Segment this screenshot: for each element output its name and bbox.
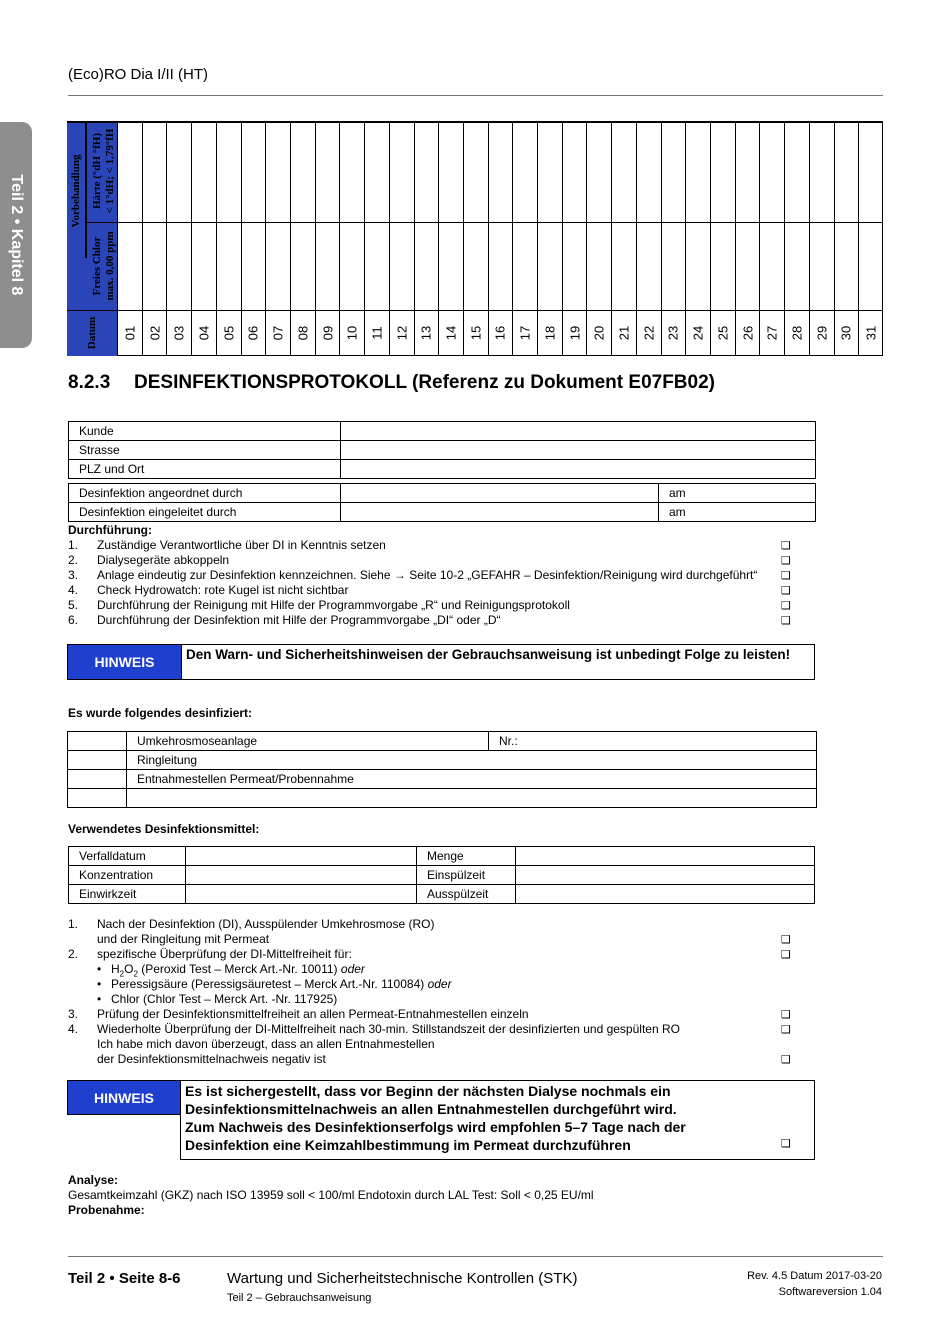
customer-table bbox=[68, 421, 816, 479]
day-number: 28 bbox=[789, 325, 805, 341]
disinfected-heading: Es wurde folgendes desinfiziert: bbox=[68, 706, 253, 720]
item-checkbox-cell[interactable] bbox=[68, 770, 127, 789]
day-number: 10 bbox=[344, 325, 360, 341]
day-column[interactable] bbox=[191, 123, 216, 356]
procedure-step-6-checkbox[interactable]: ❑ bbox=[781, 614, 791, 627]
day-column[interactable] bbox=[463, 123, 488, 356]
grid-hardness-label: Härte (°dH °fH) < 1°dH; < 1,79°fH bbox=[91, 128, 116, 214]
day-number: 23 bbox=[665, 325, 681, 341]
day-number: 06 bbox=[245, 325, 261, 341]
procedure-step-2-checkbox[interactable]: ❑ bbox=[781, 554, 791, 567]
ring-line-label: Ringleitung bbox=[127, 751, 817, 770]
grid-group-label: Vorbehandlung bbox=[70, 154, 82, 228]
day-number: 01 bbox=[122, 325, 138, 341]
exposure-time-field[interactable] bbox=[186, 885, 417, 904]
day-number: 25 bbox=[715, 325, 731, 341]
analysis-heading: Analyse: bbox=[68, 1173, 119, 1187]
expiry-field[interactable] bbox=[186, 847, 417, 866]
footer-page-number: Teil 2 • Seite 8-6 bbox=[68, 1270, 181, 1287]
initiated-by-label: Desinfektion eingeleitet durch bbox=[69, 503, 341, 522]
zip-city-field[interactable] bbox=[341, 460, 816, 479]
quantity-field[interactable] bbox=[516, 847, 815, 866]
section-title-text: DESINFEKTIONSPROTOKOLL (Referenz zu Dokument E07FB02) bbox=[134, 372, 715, 393]
day-number: 14 bbox=[443, 325, 459, 341]
day-number: 12 bbox=[394, 325, 410, 341]
footer-revision: Rev. 4.5 Datum 2017-03-20 bbox=[747, 1270, 882, 1282]
post-step-4-checkbox[interactable]: ❑ bbox=[781, 1023, 791, 1036]
day-number: 02 bbox=[147, 325, 163, 341]
procedure-steps: 1. Zuständige Verantwortliche über DI in Kenntnis setzen 2. Dialysegeräte abkoppeln 3. Anlage eindeutig zur Desinfektion kennzeichnen. Siehe → Seite 10-2 „GEFAHR – Desinfektion/Reinigung wird durchgeführt“ 4. Check Hydrowatch: rote Kugel ist nicht sichtbar 5. Durchführung der Reinigung mit Hilfe der Programmvorgabe „R“ und Reinigungsprotokoll 6. Durchführung der Desinfektion mit Hilfe der Programmvorgabe „DI“ oder „D“ bbox=[68, 538, 758, 627]
header-divider bbox=[68, 95, 883, 96]
day-number: 19 bbox=[567, 325, 583, 341]
day-column[interactable] bbox=[241, 123, 266, 356]
day-column[interactable] bbox=[586, 123, 611, 356]
day-column[interactable] bbox=[166, 123, 191, 356]
notice-2-line-2: Desinfektionsmittelnachweis an allen Entnahmestellen durchgeführt wird. bbox=[185, 1101, 677, 1117]
day-column[interactable] bbox=[414, 123, 439, 356]
day-column[interactable] bbox=[661, 123, 686, 356]
day-column[interactable] bbox=[685, 123, 710, 356]
day-number: 22 bbox=[641, 325, 657, 341]
day-column[interactable] bbox=[488, 123, 513, 356]
notice-2-line-4: Desinfektion eine Keimzahlbestimmung im Permeat durchzuführen bbox=[185, 1137, 631, 1153]
grid-group-divider bbox=[85, 123, 87, 258]
exposure-time-label: Einwirkzeit bbox=[69, 885, 186, 904]
procedure-step-4-checkbox[interactable]: ❑ bbox=[781, 584, 791, 597]
expiry-label: Verfalldatum bbox=[69, 847, 186, 866]
street-field[interactable] bbox=[341, 441, 816, 460]
sampling-label: Probenahme: bbox=[68, 1203, 145, 1217]
street-label: Strasse bbox=[69, 441, 341, 460]
day-column[interactable] bbox=[290, 123, 315, 356]
flush-in-field[interactable] bbox=[516, 866, 815, 885]
day-column[interactable] bbox=[438, 123, 463, 356]
day-number: 21 bbox=[616, 325, 632, 341]
initiated-date-label: am bbox=[669, 505, 686, 519]
day-column[interactable] bbox=[710, 123, 735, 356]
day-number: 11 bbox=[369, 326, 385, 340]
day-number: 24 bbox=[690, 325, 706, 341]
post-disinfection-steps: 1. Nach der Desinfektion (DI), Ausspülender Umkehrosmose (RO) und der Ringleitung mit Permeat 2. spezifische Überprüfung der DI-Mittelfreiheit für: • $H_2O_2$ (Peroxid Test – Merck Art.-Nr. 10011) oder • Peressigsäure (Peressigsäuretest – Merck Art.-Nr. 110084) oder • Chlor (Chlor Test – Merck Art. -Nr. 117925) 3. Prüfung der Desinfektionsmittelfreiheit an allen Permeat-Entnahmestellen einzeln 4. Wiederholte Überprüfung der DI-Mittelfreiheit nach 30-min. Stillstandszeit der desinfizierten und gespülten RO Ich habe mich davon überzeugt, dass an allen Entnahmestellen der Desinfektionsmittelnachweis negativ ist bbox=[68, 917, 680, 1066]
post-step-3-checkbox[interactable]: ❑ bbox=[781, 1008, 791, 1021]
concentration-label: Konzentration bbox=[69, 866, 186, 885]
zip-city-label: PLZ und Ort bbox=[69, 460, 341, 479]
day-number: 27 bbox=[764, 325, 780, 341]
day-column[interactable] bbox=[537, 123, 562, 356]
day-number: 05 bbox=[221, 325, 237, 341]
notice-2-line-3: Zum Nachweis des Desinfektionserfolgs wird empfohlen 5–7 Tage nach der bbox=[185, 1119, 686, 1135]
document-header-title: (Eco)RO Dia I/II (HT) bbox=[68, 66, 209, 83]
customer-field[interactable] bbox=[341, 422, 816, 441]
procedure-heading: Durchführung: bbox=[68, 523, 152, 537]
day-column[interactable] bbox=[611, 123, 636, 356]
ordered-by-field[interactable] bbox=[341, 484, 659, 503]
procedure-step-5-checkbox[interactable]: ❑ bbox=[781, 599, 791, 612]
grid-chlorine-label: Freies Chlor max. 0,00 ppm bbox=[91, 231, 116, 301]
procedure-step-1-checkbox[interactable]: ❑ bbox=[781, 539, 791, 552]
day-column[interactable] bbox=[512, 123, 537, 356]
post-step-4-confirm-checkbox[interactable]: ❑ bbox=[781, 1053, 791, 1066]
footer-subtitle: Teil 2 – Gebrauchsanweisung bbox=[227, 1292, 372, 1304]
day-column[interactable] bbox=[265, 123, 290, 356]
day-number: 18 bbox=[542, 325, 558, 341]
day-column[interactable] bbox=[364, 123, 389, 356]
customer-label: Kunde bbox=[69, 422, 341, 441]
item-checkbox-cell[interactable] bbox=[68, 751, 127, 770]
notice-text: Den Warn- und Sicherheitshinweisen der Gebrauchsanweisung ist unbedingt Folge zu leisten! bbox=[181, 645, 814, 679]
initiated-by-field[interactable] bbox=[341, 503, 659, 522]
section-number: 8.2.3 bbox=[68, 372, 111, 393]
ordered-date-label: am bbox=[669, 486, 686, 500]
grid-date-label: Datum bbox=[86, 316, 98, 350]
disinfectant-heading: Verwendetes Desinfektionsmittel: bbox=[68, 822, 260, 836]
notice-text-2 bbox=[180, 1080, 815, 1160]
day-column[interactable] bbox=[562, 123, 587, 356]
footer-software-version: Softwareversion 1.04 bbox=[778, 1286, 882, 1298]
day-column[interactable] bbox=[117, 123, 142, 356]
item-checkbox-cell[interactable] bbox=[68, 789, 127, 808]
day-column[interactable] bbox=[784, 123, 809, 356]
day-number: 17 bbox=[517, 325, 533, 341]
day-column[interactable] bbox=[735, 123, 760, 356]
day-column[interactable] bbox=[858, 123, 883, 356]
disinfected-items-table bbox=[67, 731, 817, 808]
footer-chapter-title: Wartung und Sicherheitstechnische Kontrollen (STK) bbox=[227, 1270, 578, 1287]
day-column[interactable] bbox=[339, 123, 364, 356]
day-column[interactable] bbox=[759, 123, 784, 356]
day-number: 20 bbox=[591, 325, 607, 341]
initiated-date-field[interactable] bbox=[659, 503, 816, 522]
chapter-side-tab bbox=[0, 122, 32, 348]
day-column[interactable] bbox=[834, 123, 859, 356]
ro-system-label: Umkehrosmoseanlage bbox=[127, 732, 489, 751]
day-number: 29 bbox=[814, 325, 830, 341]
grid-header-column bbox=[67, 123, 117, 356]
day-number: 03 bbox=[171, 325, 187, 341]
ro-system-number-label: Nr.: bbox=[499, 734, 518, 748]
day-number: 08 bbox=[295, 325, 311, 341]
ordered-date-field[interactable] bbox=[659, 484, 816, 503]
analysis-text: Gesamtkeimzahl (GKZ) nach ISO 13959 soll < 100/ml Endotoxin durch LAL Test: Soll < 0,25 EU/ml bbox=[68, 1188, 594, 1202]
day-number: 13 bbox=[418, 325, 434, 341]
day-column[interactable] bbox=[389, 123, 414, 356]
notice-2-checkbox[interactable]: ❑ bbox=[781, 1137, 791, 1150]
chapter-side-tab-label: Teil 2 • Kapitel 8 bbox=[8, 174, 25, 296]
ordered-by-label: Desinfektion angeordnet durch bbox=[69, 484, 341, 503]
day-column[interactable] bbox=[809, 123, 834, 356]
disinfection-order-table bbox=[68, 483, 816, 522]
quantity-label: Menge bbox=[417, 847, 516, 866]
notice-box-1 bbox=[67, 644, 815, 680]
item-checkbox-cell[interactable] bbox=[68, 732, 127, 751]
day-number: 09 bbox=[320, 325, 336, 341]
footer-divider bbox=[68, 1256, 883, 1257]
daily-log-grid bbox=[67, 121, 883, 356]
post-step-1-checkbox[interactable]: ❑ bbox=[781, 933, 791, 946]
extra-item-field[interactable] bbox=[127, 789, 817, 808]
notice-badge-2: HINWEIS bbox=[67, 1080, 181, 1115]
day-column[interactable] bbox=[142, 123, 167, 356]
notice-2-line-1: Es ist sichergestellt, dass vor Beginn der nächsten Dialyse nochmals ein bbox=[185, 1083, 671, 1099]
procedure-step-3-checkbox[interactable]: ❑ bbox=[781, 569, 791, 582]
disinfectant-table bbox=[68, 846, 815, 904]
post-step-2-checkbox[interactable]: ❑ bbox=[781, 948, 791, 961]
day-number: 07 bbox=[270, 325, 286, 341]
day-number: 15 bbox=[468, 325, 484, 341]
day-number: 16 bbox=[492, 325, 508, 341]
sampling-points-label: Entnahmestellen Permeat/Probennahme bbox=[127, 770, 817, 789]
day-column[interactable] bbox=[315, 123, 340, 356]
day-number: 30 bbox=[838, 325, 854, 341]
notice-badge: HINWEIS bbox=[68, 645, 181, 679]
flush-out-field[interactable] bbox=[516, 885, 815, 904]
flush-out-label: Ausspülzeit bbox=[417, 885, 516, 904]
day-column[interactable] bbox=[636, 123, 661, 356]
concentration-field[interactable] bbox=[186, 866, 417, 885]
ro-system-number[interactable] bbox=[489, 732, 817, 751]
day-number: 31 bbox=[863, 325, 879, 341]
flush-in-label: Einspülzeit bbox=[417, 866, 516, 885]
day-column[interactable] bbox=[216, 123, 241, 356]
day-number: 26 bbox=[740, 325, 756, 341]
day-number: 04 bbox=[196, 325, 212, 341]
section-title bbox=[68, 372, 715, 394]
